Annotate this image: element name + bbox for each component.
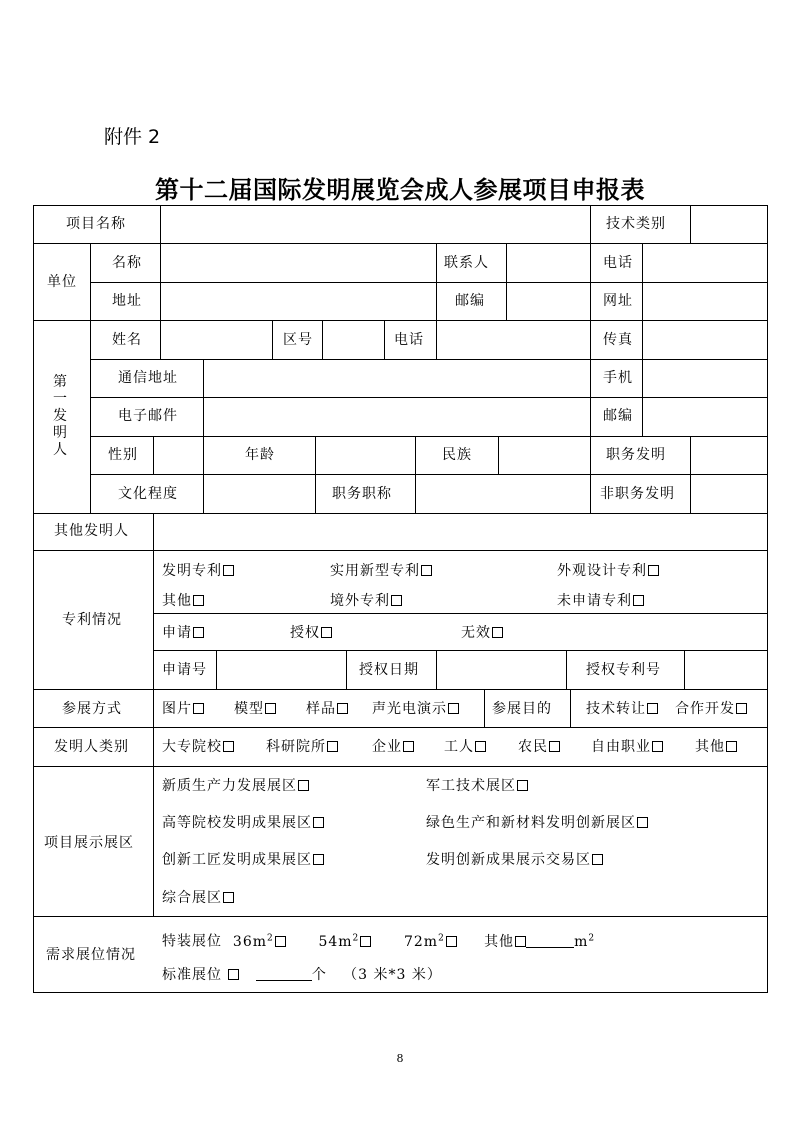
col-divider bbox=[566, 650, 567, 689]
mode-picture-option[interactable]: 图片 bbox=[162, 701, 204, 717]
patent-other-option[interactable]: 其他 bbox=[162, 593, 204, 609]
inventor-phone-label: 电话 bbox=[394, 332, 424, 348]
checkbox[interactable] bbox=[223, 565, 234, 576]
type-farmer-option[interactable]: 农民 bbox=[518, 739, 560, 755]
row-divider bbox=[90, 397, 768, 398]
col-divider bbox=[346, 650, 347, 689]
purpose-coop-option[interactable]: 合作开发 bbox=[675, 701, 747, 717]
patent-status-label: 专利情况 bbox=[62, 612, 122, 628]
zone-college-option[interactable]: 高等院校发明成果展区 bbox=[162, 815, 324, 831]
type-worker-option[interactable]: 工人 bbox=[444, 739, 486, 755]
exhibit-mode-label: 参展方式 bbox=[62, 701, 122, 717]
area-code-label: 区号 bbox=[283, 332, 313, 348]
unit-label: 单位 bbox=[47, 274, 77, 290]
checkbox[interactable] bbox=[313, 817, 324, 828]
grant-date-label: 授权日期 bbox=[359, 662, 419, 678]
gender-label: 性别 bbox=[108, 447, 138, 463]
standard-booth-row: 标准展位 个 （3 米*3 米） bbox=[162, 967, 442, 983]
tech-category-label: 技术类别 bbox=[606, 216, 666, 232]
job-title-label: 职务职称 bbox=[332, 486, 392, 502]
attachment-label: 附件 2 bbox=[104, 126, 161, 148]
inventor-type-label: 发明人类别 bbox=[54, 739, 129, 755]
education-label: 文化程度 bbox=[118, 486, 178, 502]
page-number: 8 bbox=[396, 1052, 404, 1065]
unit-name-label: 名称 bbox=[112, 255, 142, 271]
first-inventor-label: 第 一 发 明 人 bbox=[53, 374, 67, 458]
col-divider bbox=[90, 243, 91, 513]
col-divider bbox=[590, 205, 591, 243]
mobile-label: 手机 bbox=[603, 370, 633, 386]
col-divider bbox=[690, 205, 691, 243]
col-divider bbox=[498, 436, 499, 474]
size-54-option[interactable]: $54m^2$ bbox=[318, 934, 371, 950]
zone-green-option[interactable]: 绿色生产和新材料发明创新展区 bbox=[426, 815, 648, 831]
mode-sample-option[interactable]: 样品 bbox=[306, 701, 348, 717]
col-divider bbox=[436, 320, 437, 359]
standard-booth-label: 标准展位 bbox=[162, 967, 222, 983]
inventor-postcode-label: 邮编 bbox=[603, 408, 633, 424]
checkbox[interactable] bbox=[298, 780, 309, 791]
zone-general-option[interactable]: 综合展区 bbox=[162, 890, 234, 906]
size-other-input[interactable] bbox=[526, 933, 574, 948]
row-divider bbox=[33, 243, 768, 244]
col-divider bbox=[160, 243, 161, 359]
row-divider bbox=[33, 689, 768, 690]
row-divider bbox=[90, 474, 768, 475]
checkbox[interactable] bbox=[228, 969, 239, 980]
mode-av-option[interactable]: 声光电演示 bbox=[372, 701, 459, 717]
col-divider bbox=[436, 243, 437, 320]
page-title: 第十二届国际发明展览会成人参展项目申报表 bbox=[155, 176, 645, 204]
special-booth-label: 特装展位 bbox=[162, 933, 222, 950]
name-label: 姓名 bbox=[112, 332, 142, 348]
checkbox[interactable] bbox=[492, 627, 503, 638]
age-label: 年龄 bbox=[245, 447, 275, 463]
checkbox[interactable] bbox=[475, 741, 486, 752]
checkbox[interactable] bbox=[637, 817, 648, 828]
row-divider bbox=[153, 613, 768, 614]
col-divider bbox=[590, 243, 591, 474]
patent-design-option[interactable]: 外观设计专利 bbox=[557, 563, 659, 579]
mode-model-option[interactable]: 模型 bbox=[234, 701, 276, 717]
type-enterprise-option[interactable]: 企业 bbox=[372, 739, 414, 755]
col-divider bbox=[203, 436, 204, 474]
checkbox[interactable] bbox=[515, 936, 526, 947]
other-inventors-label: 其他发明人 bbox=[54, 523, 129, 539]
booth-need-label: 需求展位情况 bbox=[46, 947, 136, 963]
col-divider bbox=[322, 320, 323, 359]
checkbox[interactable] bbox=[275, 936, 286, 947]
purpose-transfer-option[interactable]: 技术转让 bbox=[586, 701, 658, 717]
patent-foreign-option[interactable]: 境外专利 bbox=[330, 593, 402, 609]
col-divider bbox=[684, 650, 685, 689]
zone-military-option[interactable]: 军工技术展区 bbox=[426, 778, 528, 794]
type-freelance-option[interactable]: 自由职业 bbox=[591, 739, 663, 755]
apply-option[interactable]: 申请 bbox=[162, 625, 204, 641]
row-divider bbox=[90, 436, 768, 437]
checkbox[interactable] bbox=[448, 703, 459, 714]
col-divider bbox=[203, 359, 204, 436]
checkbox[interactable] bbox=[736, 703, 747, 714]
row-divider bbox=[33, 513, 768, 514]
col-divider bbox=[506, 243, 507, 320]
checkbox[interactable] bbox=[327, 741, 338, 752]
checkbox[interactable] bbox=[726, 741, 737, 752]
checkbox[interactable] bbox=[421, 565, 432, 576]
checkbox[interactable] bbox=[223, 892, 234, 903]
checkbox[interactable] bbox=[592, 854, 603, 865]
checkbox[interactable] bbox=[549, 741, 560, 752]
zone-label: 项目展示展区 bbox=[44, 835, 134, 851]
email-label: 电子邮件 bbox=[118, 408, 178, 424]
service-invention-label: 职务发明 bbox=[606, 447, 666, 463]
checkbox[interactable] bbox=[648, 565, 659, 576]
col-divider bbox=[153, 436, 154, 474]
checkbox[interactable] bbox=[360, 936, 371, 947]
checkbox[interactable] bbox=[265, 703, 276, 714]
checkbox[interactable] bbox=[193, 627, 204, 638]
application-no-label: 申请号 bbox=[162, 662, 207, 678]
checkbox[interactable] bbox=[321, 627, 332, 638]
col-divider bbox=[203, 474, 204, 513]
granted-option[interactable]: 授权 bbox=[290, 625, 332, 641]
non-service-invention-label: 非职务发明 bbox=[600, 486, 675, 502]
row-divider bbox=[33, 727, 768, 728]
row-divider bbox=[33, 916, 768, 917]
size-72-option[interactable]: $72m^2$ bbox=[404, 934, 457, 950]
grant-patent-no-label: 授权专利号 bbox=[586, 662, 661, 678]
zone-trade-option[interactable]: 发明创新成果展示交易区 bbox=[426, 852, 603, 868]
special-booth-row bbox=[162, 930, 595, 950]
col-divider bbox=[590, 474, 591, 513]
exhibit-purpose-label: 参展目的 bbox=[492, 701, 552, 717]
col-divider bbox=[384, 320, 385, 359]
col-divider bbox=[570, 689, 571, 727]
row-divider bbox=[90, 359, 768, 360]
row-divider bbox=[90, 282, 768, 283]
website-label: 网址 bbox=[603, 293, 633, 309]
checkbox[interactable] bbox=[647, 703, 658, 714]
col-divider bbox=[642, 243, 643, 436]
row-divider bbox=[33, 550, 768, 551]
col-divider bbox=[415, 436, 416, 513]
patent-utility-option[interactable]: 实用新型专利 bbox=[330, 563, 432, 579]
checkbox[interactable] bbox=[313, 854, 324, 865]
col-divider bbox=[153, 513, 154, 916]
type-institute-option[interactable]: 科研院所 bbox=[266, 739, 338, 755]
phone-label: 电话 bbox=[603, 255, 633, 271]
zone-craftsman-option[interactable]: 创新工匠发明成果展区 bbox=[162, 852, 324, 868]
zone-productivity-option[interactable]: 新质生产力发展展区 bbox=[162, 778, 309, 794]
col-divider bbox=[315, 436, 316, 513]
col-divider bbox=[690, 436, 691, 513]
patent-invention-option[interactable]: 发明专利 bbox=[162, 563, 234, 579]
row-divider bbox=[153, 650, 768, 651]
size-36-option[interactable]: $36m^2$ bbox=[233, 934, 286, 950]
booth-count-input[interactable] bbox=[256, 966, 312, 981]
col-divider bbox=[436, 650, 437, 689]
standard-size-label: （3 米*3 米） bbox=[343, 967, 442, 983]
checkbox[interactable] bbox=[446, 936, 457, 947]
col-divider bbox=[484, 689, 485, 727]
col-divider bbox=[160, 205, 161, 243]
invalid-option[interactable]: 无效 bbox=[461, 625, 503, 641]
address-label: 地址 bbox=[112, 293, 142, 309]
size-other-option[interactable]: 其他 $m^2$ bbox=[484, 933, 596, 950]
row-divider bbox=[33, 766, 768, 767]
col-divider bbox=[216, 650, 217, 689]
patent-none-option[interactable]: 未申请专利 bbox=[557, 593, 644, 609]
col-divider bbox=[272, 320, 273, 359]
checkbox[interactable] bbox=[193, 595, 204, 606]
mailing-address-label: 通信地址 bbox=[118, 370, 178, 386]
row-divider bbox=[33, 320, 768, 321]
type-college-option[interactable]: 大专院校 bbox=[162, 739, 234, 755]
checkbox[interactable] bbox=[633, 595, 644, 606]
checkbox[interactable] bbox=[223, 741, 234, 752]
postcode-label: 邮编 bbox=[455, 293, 485, 309]
checkbox[interactable] bbox=[391, 595, 402, 606]
checkbox[interactable] bbox=[337, 703, 348, 714]
checkbox[interactable] bbox=[193, 703, 204, 714]
fax-label: 传真 bbox=[603, 332, 633, 348]
checkbox[interactable] bbox=[652, 741, 663, 752]
checkbox[interactable] bbox=[403, 741, 414, 752]
checkbox[interactable] bbox=[517, 780, 528, 791]
contact-label: 联系人 bbox=[444, 255, 489, 271]
ethnicity-label: 民族 bbox=[442, 447, 472, 463]
project-name-label: 项目名称 bbox=[66, 216, 126, 232]
type-other-option[interactable]: 其他 bbox=[695, 739, 737, 755]
